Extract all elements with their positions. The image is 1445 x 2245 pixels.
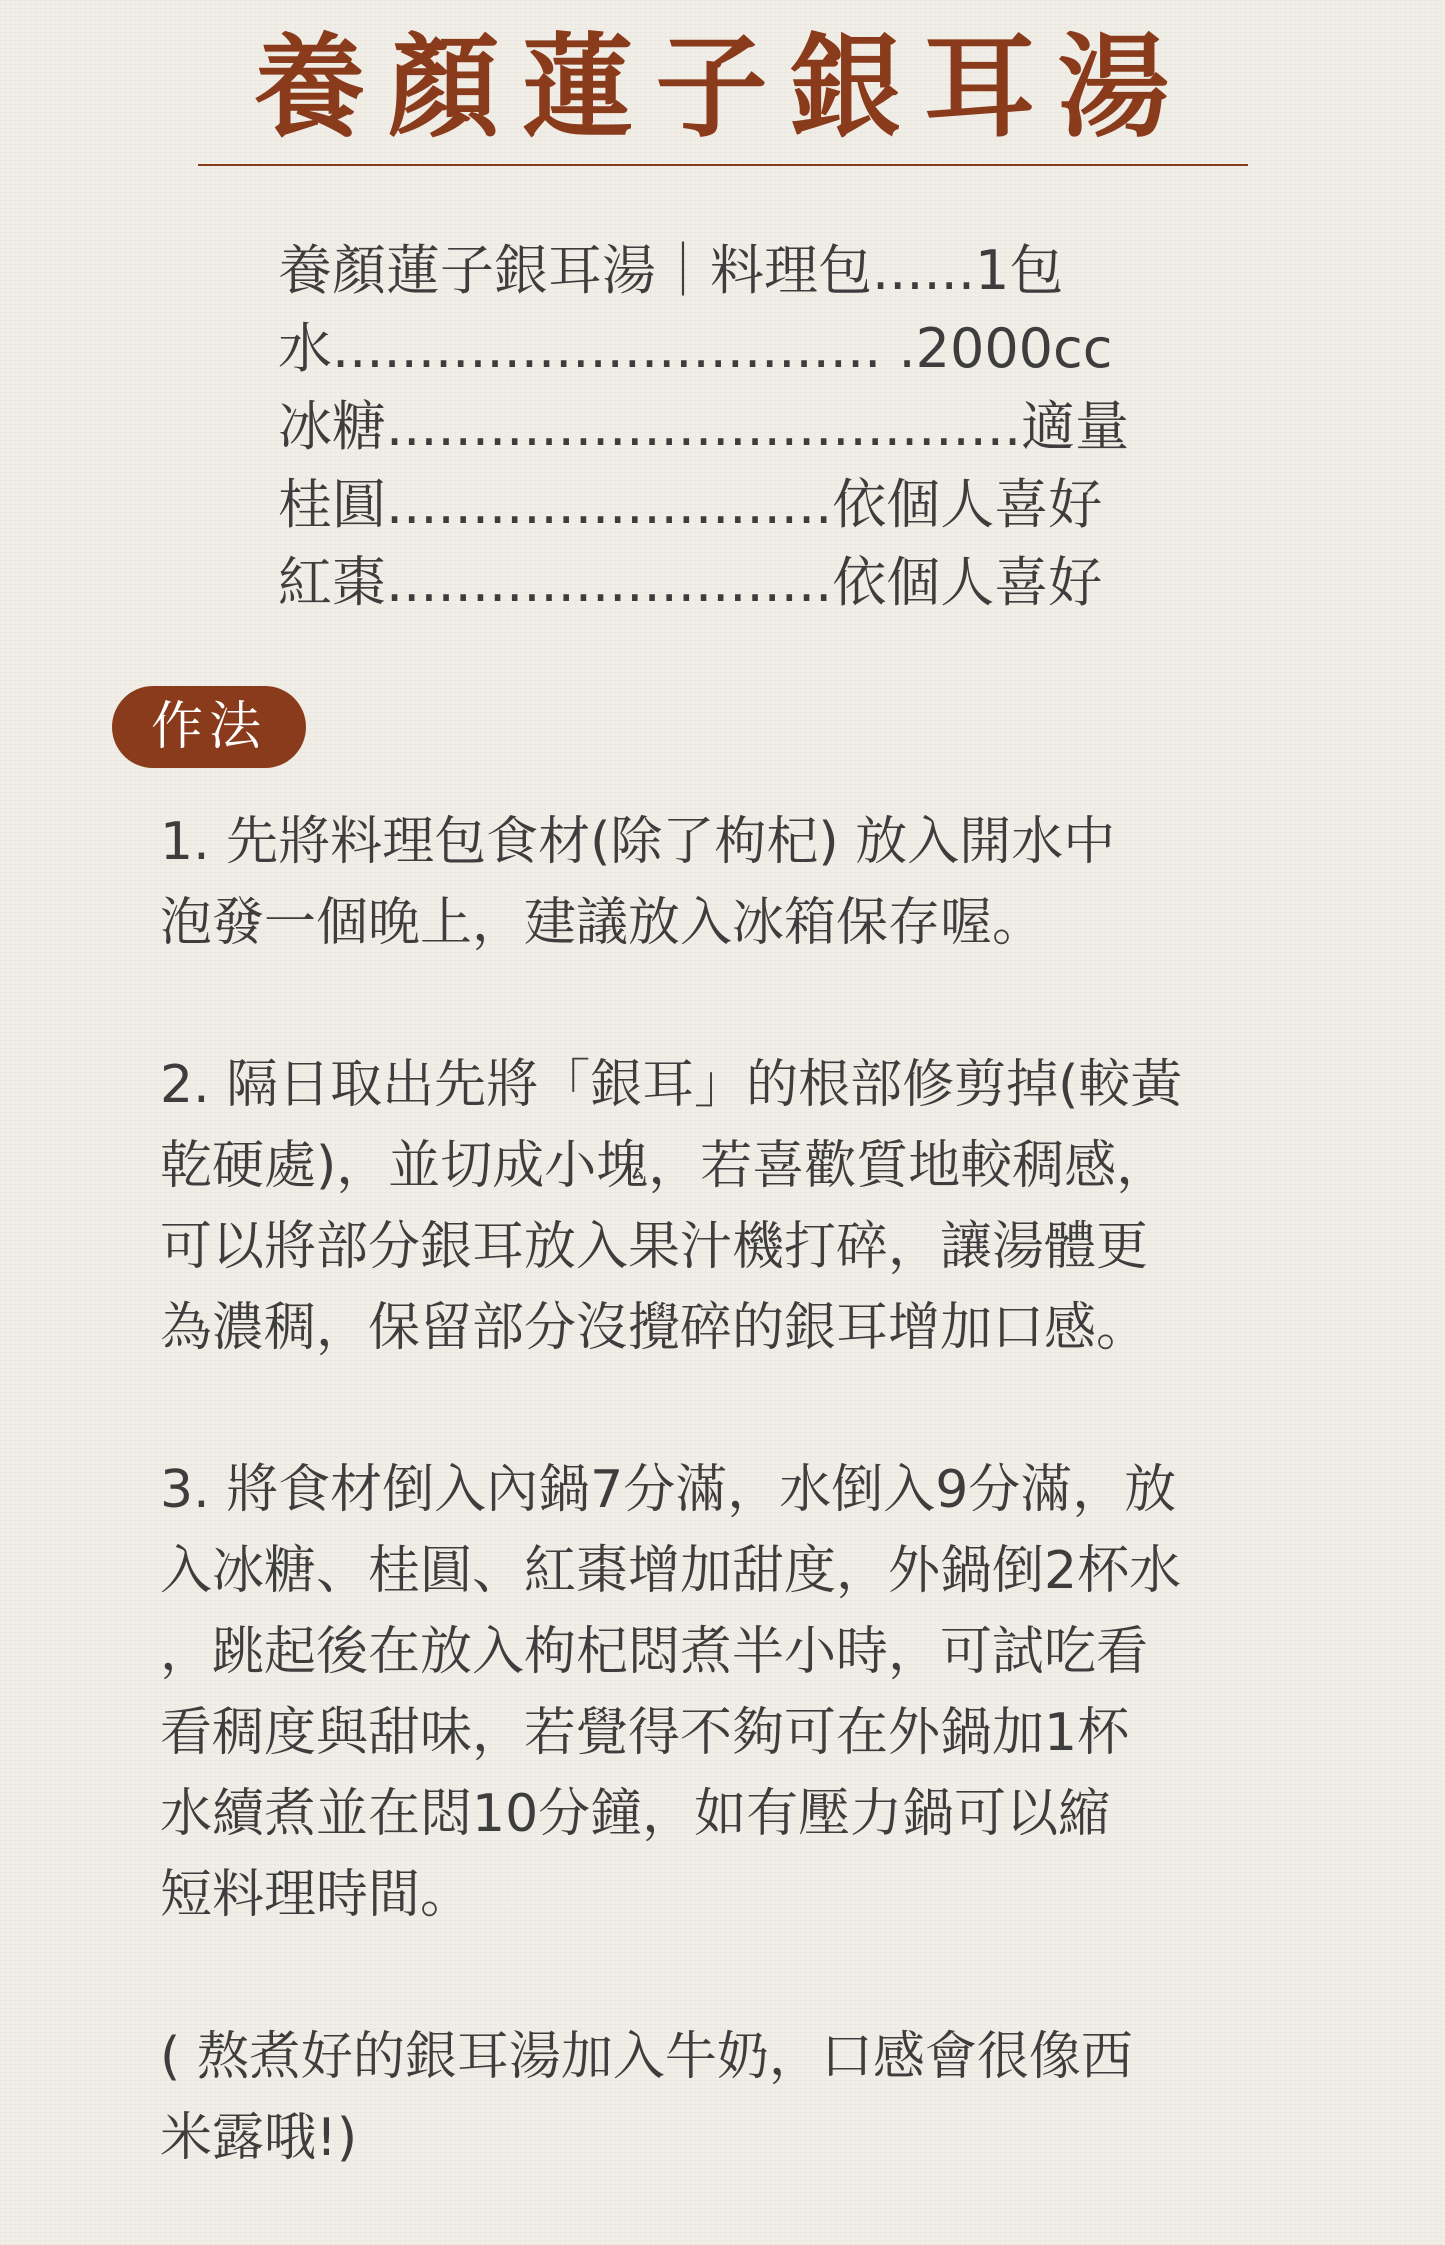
method-steps <box>160 802 1310 2179</box>
ingredient-item: 養顏蓮子銀耳湯｜料理包......1包 <box>278 239 1064 302</box>
step-line: 短料理時間。 <box>160 1865 473 1925</box>
step-line: 1. 先將料理包食材(除了枸杞) 放入開水中 <box>160 812 1116 872</box>
note-line: ( 熬煮好的銀耳湯加入牛奶，口感會很像西 <box>160 2027 1133 2087</box>
ingredient-item: 水................................ .2000cc <box>278 317 1113 380</box>
page-title: 養顏蓮子銀耳湯 <box>253 23 1192 153</box>
step-line: 可以將部分銀耳放入果汁機打碎，讓湯體更 <box>160 1217 1149 1277</box>
step-line: ，跳起後在放入枸杞悶煮半小時，可試吃看 <box>160 1622 1149 1682</box>
step-line: 3. 將食材倒入內鍋7分滿，水倒入9分滿，放 <box>160 1460 1177 1520</box>
ingredient-item: 紅棗..........................依個人喜好 <box>278 551 1103 614</box>
note-line: 米露哦!) <box>160 2108 358 2168</box>
step-line: 水續煮並在悶10分鐘，如有壓力鍋可以縮 <box>160 1784 1111 1844</box>
ingredient-item: 冰糖.....................................適量 <box>278 395 1130 458</box>
step-line: 為濃稠，保留部分沒攪碎的銀耳增加口感。 <box>160 1298 1149 1358</box>
step-line: 乾硬處)，並切成小塊，若喜歡質地較稠感， <box>160 1136 1169 1196</box>
step-line: 2. 隔日取出先將「銀耳」的根部修剪掉(較黃 <box>160 1055 1183 1115</box>
ingredient-item: 桂圓..........................依個人喜好 <box>278 473 1103 536</box>
method-badge: 作法 <box>112 686 306 768</box>
ingredient-list <box>278 232 1178 622</box>
step-line: 看稠度與甜味，若覺得不夠可在外鍋加1杯 <box>160 1703 1130 1763</box>
title-divider <box>198 164 1248 166</box>
step-3 <box>160 1450 1310 1936</box>
step-2 <box>160 1045 1310 1369</box>
step-1 <box>160 802 1310 964</box>
serving-note <box>160 2017 1310 2179</box>
step-line: 入冰糖、桂圓、紅棗增加甜度，外鍋倒2杯水 <box>160 1541 1182 1601</box>
step-line: 泡發一個晚上，建議放入冰箱保存喔。 <box>160 893 1045 953</box>
